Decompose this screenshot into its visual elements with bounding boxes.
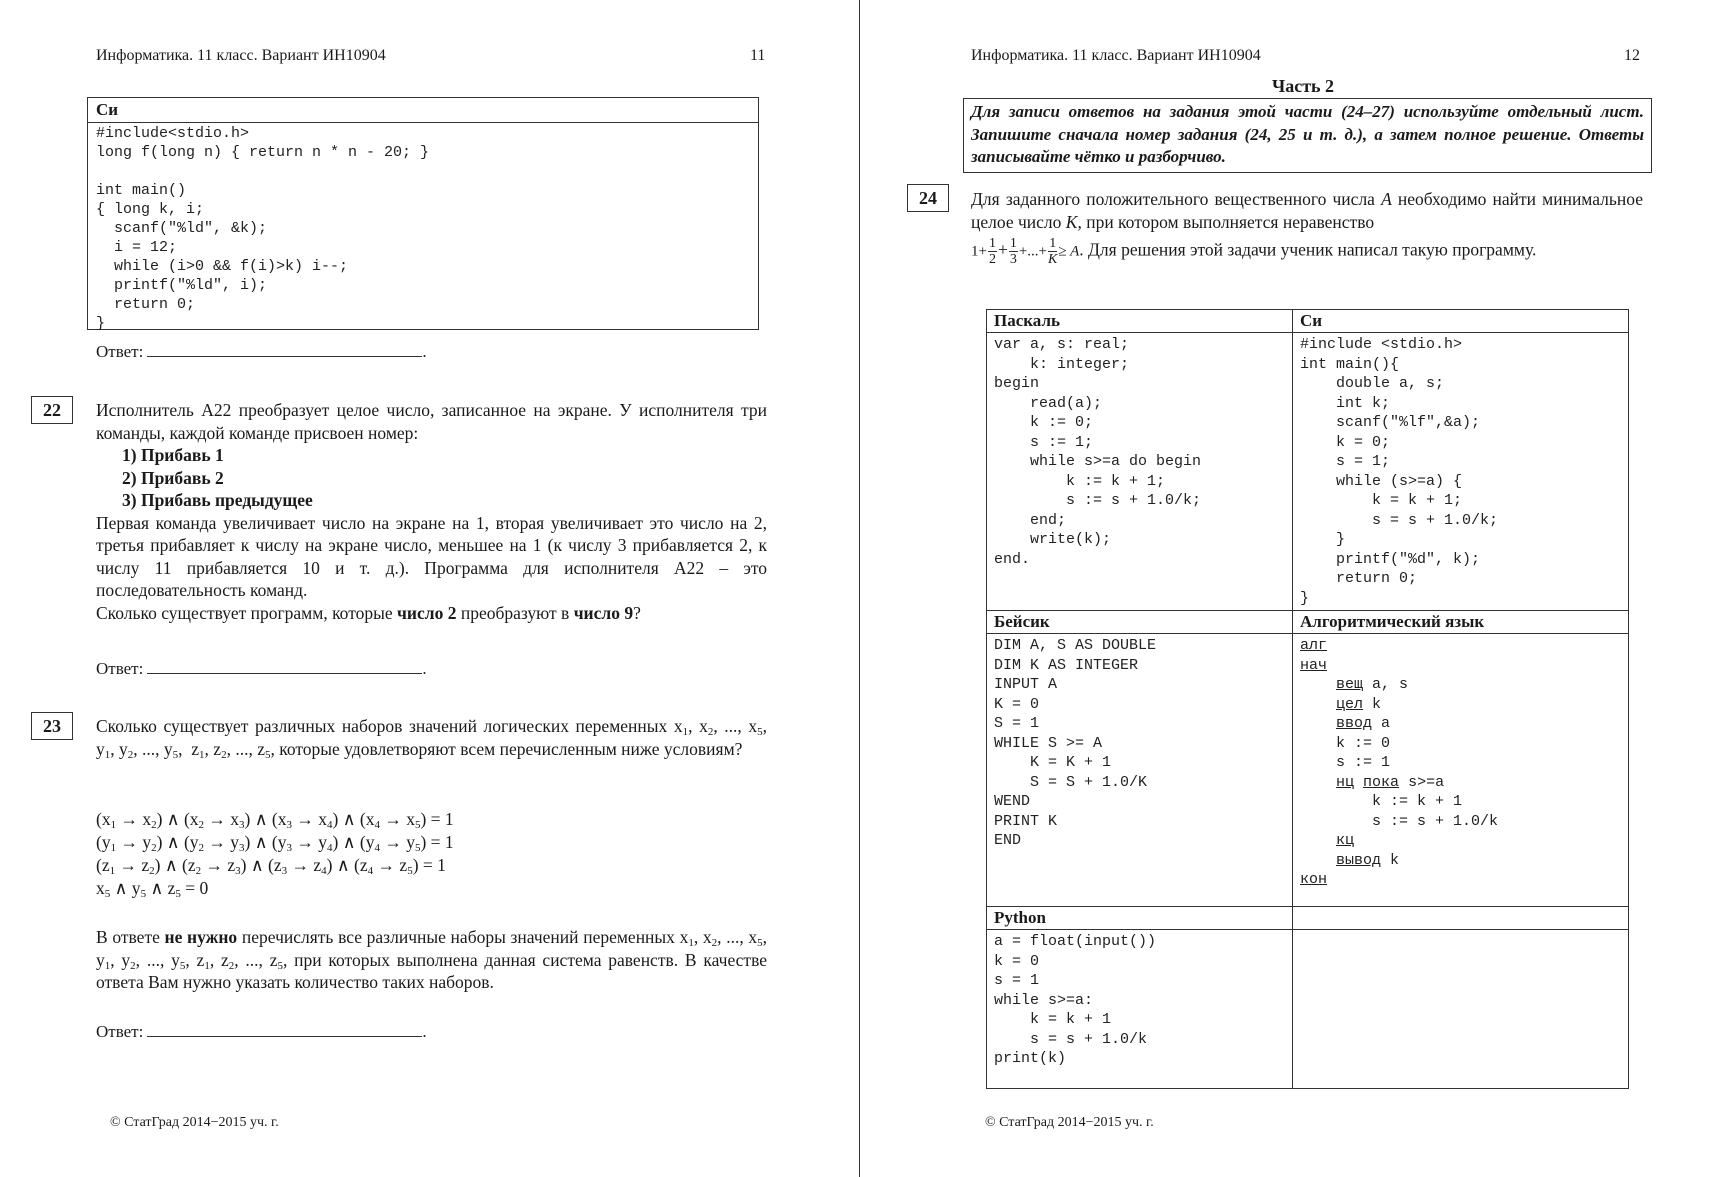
right-page-number: 12 xyxy=(1624,47,1640,64)
code-line: printf("%ld", i); xyxy=(96,277,268,294)
c-code: #include <stdio.h> int main(){ double a, s; int k; scanf("%lf",&a); k = 0; s = 1; while (s>=a) { k = k + 1; s = s + 1.0/k; } printf("%d", k); return 0; } xyxy=(1300,336,1499,607)
basic-code: DIM A, S AS DOUBLE DIM K AS INTEGER INPUT A K = 0 S = 1 WHILE S >= A K = K + 1 S = S + 1.0/K WEND PRINT K END xyxy=(994,637,1157,849)
q24-text: Для заданного положительного вещественного числа A необходимо найти минимальное целое число K, при котором выполняется неравенство 1+ $\frac{1}{2}$ + $\frac{1}{3}$ +...+ $\frac{1}{K}\ge A$. Для решения этой задачи ученик написал такую программу. xyxy=(971,189,1643,267)
q22-body: Первая команда увеличивает число на экране на 1, вторая увеличивает это число на 2, третья прибавляет к числу на экране число, меньшее на 1 (к числу 3 прибавляется 2, к числу 11 прибавляется 10 и т. д.). Программа для исполнителя А22 – это последовательность команд. xyxy=(96,512,767,600)
q22-command-1: 1) Прибавь 1 xyxy=(122,445,224,465)
code-line: i = 12; xyxy=(96,239,178,256)
question-number-24: 24 xyxy=(907,184,949,212)
empty-cell xyxy=(1293,930,1629,1089)
code-box-lines xyxy=(88,123,758,334)
q24-inequality-line: 1+ $\frac{1}{2}$ + $\frac{1}{3}$ +...+ $\frac{1}{K}\ge A$. Для решения этой задачи ученик написал такую программу. xyxy=(971,236,1537,267)
answer-line-21: Ответ: . xyxy=(96,342,427,361)
part-title: Часть 2 xyxy=(1272,76,1335,96)
q22-question: Сколько существует программ, которые число 2 преобразуют в число 9? xyxy=(96,602,641,623)
left-page-number: 11 xyxy=(750,47,766,64)
pascal-header: Паскаль xyxy=(987,310,1293,333)
algo-code: алг нач вещ a, s цел k ввод a k := 0 s := 1 нц пока s>=a k := k + 1 s := s + 1.0/k кц вывод k кон xyxy=(1300,637,1499,888)
q23-equation-y: $(y_1 \to y_2)$ ∧ $(y_2 \to y_3)$ ∧ $(y_3 \to y_4)$ ∧ $(y_4 \to y_5) = 1$ xyxy=(96,832,454,854)
q22-text xyxy=(96,399,767,624)
code-line: return 0; xyxy=(96,296,196,313)
program-table xyxy=(986,309,1629,1089)
code-line: } xyxy=(96,315,106,332)
answer-line-22: Ответ: . xyxy=(96,659,427,678)
code-line xyxy=(96,162,750,181)
answer-blank[interactable] xyxy=(147,342,422,357)
code-line: #include<stdio.h> xyxy=(96,125,250,142)
question-number-22: 22 xyxy=(31,396,73,424)
answer-blank[interactable] xyxy=(147,659,422,674)
empty-header xyxy=(1293,907,1629,930)
right-footer: © СтатГрад 2014−2015 уч. г. xyxy=(985,1115,1154,1130)
algo-header: Алгоритмический язык xyxy=(1293,611,1629,634)
code-line: { long k, i; xyxy=(96,201,205,218)
q23-note: В ответе не нужно перечислять все различные наборы значений переменных $x_1$, $x_2$, ..., $x_5$, $y_1$, $y_2$, ..., $y_5$, $z_1$, $z_2$, ..., $z_5$, при которых выполнена данная система равенств. В качестве ответа Вам нужно указать количество таких наборов. xyxy=(96,927,768,992)
answer-blank[interactable] xyxy=(147,1022,422,1037)
code-line: int main() xyxy=(96,182,187,199)
q23-equation-x: $(x_1 \to x_2)$ ∧ $(x_2 \to x_3)$ ∧ $(x_3 \to x_4)$ ∧ $(x_4 \to x_5) = 1$ xyxy=(96,809,454,831)
q23-intro: Сколько существует различных наборов значений логических переменных $x_1$, $x_2$, ..., $x_5$, $y_1$, $y_2$, ..., $y_5$, $z_1$, $z_2$, ..., $z_5$, которые удовлетворяют всем перечисленным ниже условиям? xyxy=(96,716,767,761)
q23-equation-z: $(z_1 \to z_2)$ ∧ $(z_2 \to z_3)$ ∧ $(z_3 \to z_4)$ ∧ $(z_4 \to z_5) = 1$ xyxy=(96,855,446,877)
page-divider xyxy=(859,0,860,1177)
part-instruction: Для записи ответов на задания этой части (24–27) используйте отдельный лист. Запишите сначала номер задания (24, 25 и т. д.), а затем полное решение. Ответы записывайте чётко и разборчиво. xyxy=(963,98,1652,173)
question-number-23: 23 xyxy=(31,712,73,740)
c-code-box xyxy=(87,97,759,330)
python-code: a = float(input()) k = 0 s = 1 while s>=a: k = k + 1 s = s + 1.0/k print(k) xyxy=(994,933,1157,1067)
q22-command-2: 2) Прибавь 2 xyxy=(122,467,224,488)
pascal-code: var a, s: real; k: integer; begin read(a); k := 0; s := 1; while s>=a do begin k := k + 1; s := s + 1.0/k; end; write(k); end. xyxy=(994,336,1202,568)
right-header-title: Информатика. 11 класс. Вариант ИН10904 xyxy=(971,47,1261,64)
code-line: while (i>0 && f(i)>k) i--; xyxy=(96,258,349,275)
python-header: Python xyxy=(987,907,1293,930)
code-box-title: Си xyxy=(88,98,758,123)
code-line: long f(long n) { return n * n - 20; } xyxy=(96,144,430,161)
basic-header: Бейсик xyxy=(987,611,1293,634)
answer-label: Ответ: xyxy=(96,342,144,361)
answer-line-23: Ответ: . xyxy=(96,1022,427,1041)
left-footer: © СтатГрад 2014−2015 уч. г. xyxy=(110,1115,279,1130)
q22-command-3: 3) Прибавь предыдущее xyxy=(122,490,313,510)
left-header-title: Информатика. 11 класс. Вариант ИН10904 xyxy=(96,47,386,64)
q22-intro: Исполнитель А22 преобразует целое число, записанное на экране. У исполнителя три команды, каждой команде присвоен номер: xyxy=(96,400,767,443)
c-header: Си xyxy=(1293,310,1629,333)
q23-equation-last: $x_5$ ∧ $y_5$ ∧ $z_5 = 0$ xyxy=(96,878,209,900)
code-line: scanf("%ld", &k); xyxy=(96,220,268,237)
